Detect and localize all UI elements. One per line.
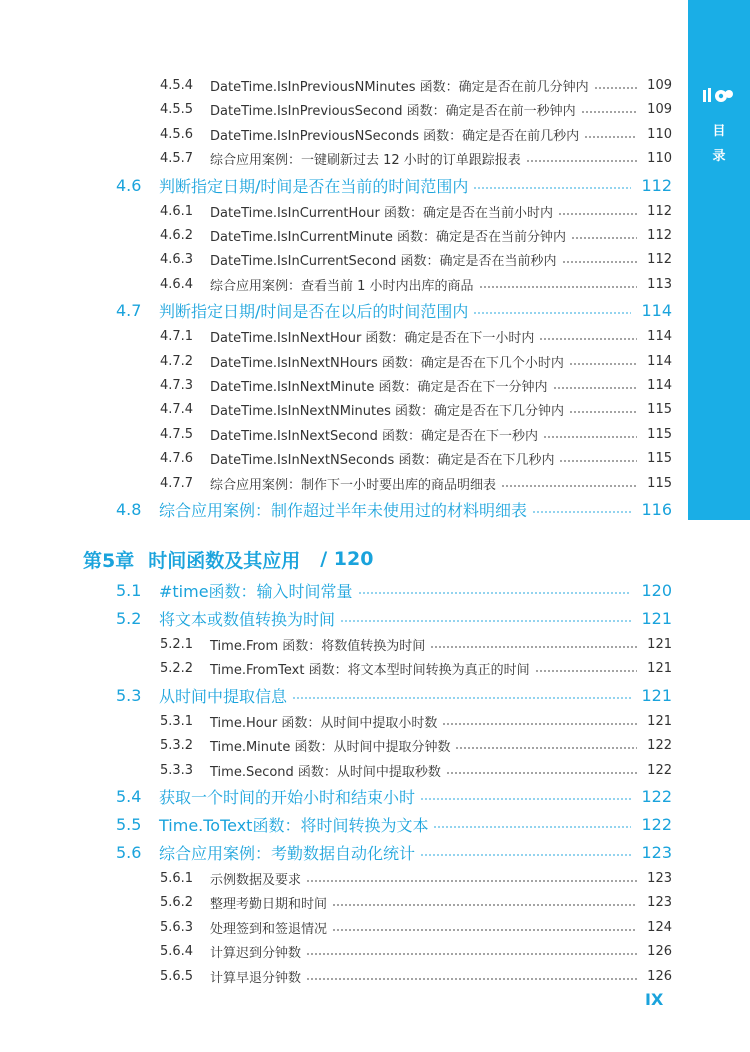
page-folio: IX: [645, 990, 664, 1009]
toc-entry-title: 综合应用案例：制作下一小时要出库的商品明细表: [210, 477, 497, 493]
toc-entry-number: 5.2.1: [160, 636, 194, 652]
toc-entry-title: DateTime.IsInNextNHours 函数：确定是否在下几个小时内: [210, 355, 564, 371]
toc-leader-dots: [584, 136, 637, 138]
toc-entry-page: 123: [647, 870, 672, 886]
toc-leader-dots: [340, 620, 631, 622]
toc-leader-dots: [332, 904, 637, 906]
toc-subsection-entry[interactable]: [0, 446, 688, 470]
toc-leader-dots: [543, 436, 637, 438]
toc-entry-title: DateTime.IsInCurrentHour 函数：确定是否在当前小时内: [210, 205, 553, 221]
toc-entry-page: 124: [647, 919, 672, 935]
toc-entry-number: 5.2.2: [160, 660, 194, 676]
toc-entry-number: 4.5.6: [160, 126, 194, 142]
toc-entry-title: 综合应用案例：制作超过半年未使用过的材料明细表: [159, 500, 528, 520]
toc-subsection-entry[interactable]: [0, 97, 688, 121]
toc-subsection-entry[interactable]: [0, 758, 688, 782]
tab-label-line2: 录: [712, 149, 726, 164]
toc-entry-title: 判断指定日期/时间是否在当前的时间范围内: [159, 176, 469, 196]
toc-entry-title: Time.Minute 函数：从时间中提取分钟数: [210, 739, 451, 755]
toc-entry-page: 122: [647, 737, 672, 753]
toc-entry-page: 114: [647, 377, 672, 393]
toc-leader-dots: [420, 854, 631, 856]
toc-leader-dots: [571, 237, 637, 239]
toc-leader-dots: [292, 697, 631, 699]
toc-entry-title: Time.ToText函数：将时间转换为文本: [159, 815, 429, 835]
toc-entry-number: 4.5.5: [160, 101, 194, 117]
toc-entry-title: DateTime.IsInNextMinute 函数：确定是否在下一分钟内: [210, 379, 548, 395]
toc-entry-page: 114: [647, 328, 672, 344]
toc-entry-page: 115: [647, 475, 672, 491]
toc-leader-dots: [535, 670, 637, 672]
toc-leader-dots: [569, 411, 637, 413]
toc-subsection-entry[interactable]: [0, 656, 688, 680]
toc-entry-number: 4.7.4: [160, 401, 194, 417]
toc-entry-title: Time.Second 函数：从时间中提取秒数: [210, 764, 441, 780]
toc-subsection-entry[interactable]: [0, 890, 688, 914]
toc-entry-page: 112: [641, 175, 672, 195]
toc-subsection-entry[interactable]: [0, 349, 688, 373]
toc-subsection-entry[interactable]: [0, 866, 688, 890]
toc-entry-title: 从时间中提取信息: [159, 686, 288, 706]
chapter-heading[interactable]: [83, 544, 373, 574]
toc-entry-number: 4.7: [116, 300, 142, 320]
toc-entry-page: 114: [641, 300, 672, 320]
toc-section-entry[interactable]: [0, 810, 688, 838]
toc-leader-dots: [306, 880, 637, 882]
toc-leader-dots: [433, 826, 631, 828]
toc-subsection-entry[interactable]: [0, 373, 688, 397]
toc-leader-dots: [332, 929, 637, 931]
toc-leader-dots: [420, 798, 631, 800]
toc-entry-page: 122: [641, 814, 672, 834]
toc-section-entry[interactable]: [0, 296, 688, 324]
toc-entry-number: 5.3: [116, 685, 142, 705]
toc-leader-dots: [473, 312, 631, 314]
toc-entry-number: 5.3.1: [160, 713, 194, 729]
toc-entry-title: DateTime.IsInNextHour 函数：确定是否在下一小时内: [210, 330, 535, 346]
toc-subsection-entry[interactable]: [0, 146, 688, 170]
toc-entry-title: #time函数：输入时间常量: [159, 581, 353, 601]
chapter-title: 时间函数及其应用: [148, 549, 301, 572]
toc-entry-page: 114: [647, 353, 672, 369]
toc-leader-dots: [442, 723, 637, 725]
toc-leader-dots: [526, 160, 637, 162]
tab-label-line1: 目: [712, 124, 726, 139]
toc-entry-number: 5.2: [116, 608, 142, 628]
toc-section-entry[interactable]: [0, 171, 688, 199]
toc-entry-title: DateTime.IsInCurrentSecond 函数：确定是否在当前秒内: [210, 253, 557, 269]
toc-entry-title: 处理签到和签退情况: [210, 921, 328, 937]
toc-leader-dots: [358, 592, 631, 594]
toc-subsection-entry[interactable]: [0, 73, 688, 97]
toc-entry-number: 4.6.1: [160, 203, 194, 219]
toc-entry-title: 计算迟到分钟数: [210, 945, 302, 961]
toc-section-entry[interactable]: [0, 838, 688, 866]
toc-entry-page: 115: [647, 401, 672, 417]
toc-entry-title: 整理考勤日期和时间: [210, 896, 328, 912]
toc-leader-dots: [479, 286, 637, 288]
toc-entry-title: DateTime.IsInNextSecond 函数：确定是否在下一秒内: [210, 428, 538, 444]
toc-entry-number: 4.6.4: [160, 276, 194, 292]
toc-entry-number: 5.5: [116, 814, 142, 834]
toc-entry-number: 5.6.5: [160, 968, 194, 984]
toc-entry-number: 5.6.4: [160, 943, 194, 959]
toc-entry-page: 115: [647, 426, 672, 442]
toc-entry-page: 121: [647, 660, 672, 676]
toc-subsection-entry[interactable]: [0, 709, 688, 733]
book-logo-icon: [702, 86, 734, 104]
toc-leader-dots: [569, 363, 637, 365]
chapter-page: / 120: [320, 548, 374, 570]
toc-entry-number: 4.7.1: [160, 328, 194, 344]
toc-subsection-entry[interactable]: [0, 939, 688, 963]
toc-entry-page: 113: [647, 276, 672, 292]
toc-leader-dots: [501, 485, 637, 487]
toc-entry-title: DateTime.IsInNextNSeconds 函数：确定是否在下几秒内: [210, 452, 555, 468]
toc-entry-number: 4.7.5: [160, 426, 194, 442]
toc-entry-title: Time.From 函数：将数值转换为时间: [210, 638, 426, 654]
toc-entry-title: DateTime.IsInPreviousSecond 函数：确定是否在前一秒钟内: [210, 103, 576, 119]
toc-subsection-entry[interactable]: [0, 122, 688, 146]
toc-entry-page: 123: [641, 842, 672, 862]
toc-entry-page: 110: [647, 126, 672, 142]
toc-entry-number: 5.1: [116, 580, 142, 600]
chapter-number: 第5章: [83, 549, 135, 572]
toc-leader-dots: [594, 87, 637, 89]
toc-entry-title: 将文本或数值转换为时间: [159, 609, 336, 629]
toc-leader-dots: [558, 213, 637, 215]
toc-entry-page: 121: [641, 608, 672, 628]
toc-subsection-entry[interactable]: [0, 964, 688, 988]
toc-entry-title: DateTime.IsInCurrentMinute 函数：确定是否在当前分钟内: [210, 229, 567, 245]
toc-entry-number: 4.5.7: [160, 150, 194, 166]
toc-subsection-entry[interactable]: [0, 272, 688, 296]
toc-entry-page: 122: [647, 762, 672, 778]
toc-entry-number: 5.3.2: [160, 737, 194, 753]
toc-entry-title: 计算早退分钟数: [210, 970, 302, 986]
toc-entry-title: DateTime.IsInPreviousNSeconds 函数：确定是否在前几秒内: [210, 128, 580, 144]
toc-leader-dots: [553, 387, 637, 389]
toc-entry-page: 126: [647, 968, 672, 984]
toc-entry-page: 115: [647, 450, 672, 466]
toc-entry-title: DateTime.IsInNextNMinutes 函数：确定是否在下几分钟内: [210, 403, 565, 419]
toc-entry-page: 122: [641, 786, 672, 806]
toc-entry-title: 综合应用案例：一键刷新过去 12 小时的订单跟踪报表: [210, 152, 521, 168]
toc-subsection-entry[interactable]: [0, 733, 688, 757]
toc-subsection-entry[interactable]: [0, 324, 688, 348]
toc-section-entry[interactable]: [0, 604, 688, 632]
side-tab: [688, 0, 750, 520]
toc-entry-page: 109: [647, 101, 672, 117]
toc-entry-page: 126: [647, 943, 672, 959]
toc-entry-page: 116: [641, 499, 672, 519]
toc-entry-number: 4.6: [116, 175, 142, 195]
toc-entry-page: 110: [647, 150, 672, 166]
toc-leader-dots: [539, 338, 637, 340]
toc-entry-number: 4.8: [116, 499, 142, 519]
toc-leader-dots: [532, 511, 631, 513]
toc-entry-number: 4.6.2: [160, 227, 194, 243]
toc-entry-title: 判断指定日期/时间是否在以后的时间范围内: [159, 301, 469, 321]
toc-subsection-entry[interactable]: [0, 199, 688, 223]
toc-leader-dots: [581, 111, 637, 113]
toc-section-entry[interactable]: [0, 681, 688, 709]
toc-leader-dots: [446, 772, 637, 774]
toc-leader-dots: [306, 978, 637, 980]
toc-entry-number: 5.6: [116, 842, 142, 862]
toc-subsection-entry[interactable]: [0, 247, 688, 271]
toc-entry-page: 123: [647, 894, 672, 910]
toc-entry-number: 5.4: [116, 786, 142, 806]
toc-leader-dots: [562, 261, 638, 263]
toc-section-entry[interactable]: [0, 495, 688, 523]
toc-entry-number: 5.6.2: [160, 894, 194, 910]
toc-entry-page: 112: [647, 203, 672, 219]
toc-entry-number: 4.7.7: [160, 475, 194, 491]
toc-entry-page: 121: [647, 636, 672, 652]
toc-entry-title: 获取一个时间的开始小时和结束小时: [159, 787, 416, 807]
toc-entry-page: 121: [641, 685, 672, 705]
toc-section-entry[interactable]: [0, 782, 688, 810]
toc-entry-number: 5.6.3: [160, 919, 194, 935]
toc-entry-title: 综合应用案例：考勤数据自动化统计: [159, 843, 416, 863]
toc-entry-number: 5.3.3: [160, 762, 194, 778]
toc-entry-number: 4.7.6: [160, 450, 194, 466]
toc-leader-dots: [430, 646, 637, 648]
toc-entry-page: 121: [647, 713, 672, 729]
toc-entry-page: 109: [647, 77, 672, 93]
toc-leader-dots: [559, 460, 637, 462]
toc-entry-page: 120: [641, 580, 672, 600]
toc-entry-number: 4.7.3: [160, 377, 194, 393]
toc-leader-dots: [473, 187, 631, 189]
toc-entry-number: 4.6.3: [160, 251, 194, 267]
toc-entry-title: Time.Hour 函数：从时间中提取小时数: [210, 715, 438, 731]
toc-subsection-entry[interactable]: [0, 632, 688, 656]
toc-leader-dots: [306, 953, 637, 955]
toc-entry-number: 4.7.2: [160, 353, 194, 369]
toc-entry-page: 112: [647, 251, 672, 267]
toc-entry-title: DateTime.IsInPreviousNMinutes 函数：确定是否在前几分钟内: [210, 79, 589, 95]
toc-subsection-entry[interactable]: [0, 223, 688, 247]
toc-subsection-entry[interactable]: [0, 471, 688, 495]
toc-section-entry[interactable]: [0, 576, 688, 604]
toc-leader-dots: [455, 747, 637, 749]
toc-entry-number: 5.6.1: [160, 870, 194, 886]
toc-subsection-entry[interactable]: [0, 397, 688, 421]
toc-entry-title: 综合应用案例：查看当前 1 小时内出库的商品: [210, 278, 474, 294]
toc-entry-page: 112: [647, 227, 672, 243]
toc-subsection-entry[interactable]: [0, 915, 688, 939]
toc-entry-title: 示例数据及要求: [210, 872, 302, 888]
toc-subsection-entry[interactable]: [0, 422, 688, 446]
toc-entry-title: Time.FromText 函数：将文本型时间转换为真正的时间: [210, 662, 530, 678]
toc-entry-number: 4.5.4: [160, 77, 194, 93]
